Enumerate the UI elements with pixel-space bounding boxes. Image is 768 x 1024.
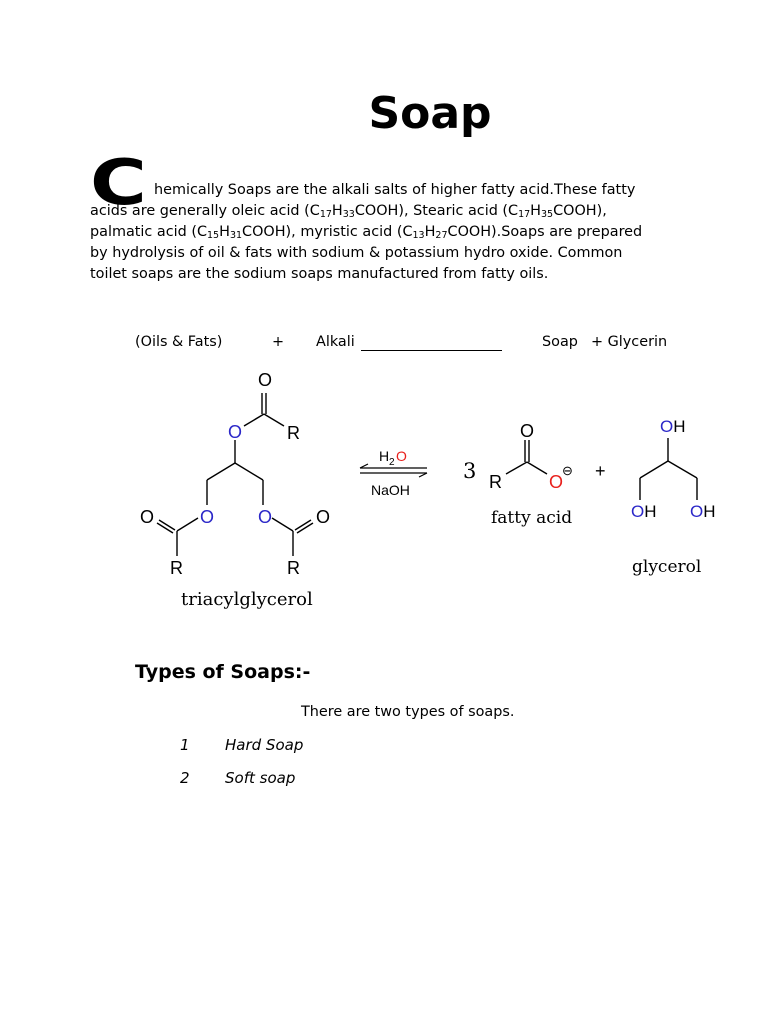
list-item-number: 1: [180, 736, 190, 754]
intro-text: by hydrolysis of oil & fats with sodium & potassium hydro oxide. Common: [90, 245, 623, 261]
intro-text: H: [331, 203, 343, 219]
glycerol-oh-top-h: H: [673, 417, 686, 436]
intro-line: [90, 243, 670, 264]
label-glycerol: glycerol: [632, 557, 702, 577]
atom-r-left: R: [170, 558, 183, 578]
reagent-o: O: [396, 448, 407, 464]
glycerol-bonds: [640, 438, 697, 500]
list-item-label: Hard Soap: [225, 736, 304, 754]
equation-reactant-oils: (Oils & Fats): [135, 334, 223, 350]
intro-paragraph: [90, 146, 670, 285]
glycerol-oh-left-h: H: [644, 502, 657, 521]
intro-text: acids are generally oleic acid (C: [90, 203, 320, 219]
atom-r-top: R: [287, 423, 300, 443]
glycerol-oh-top-o: O: [660, 417, 674, 436]
glycerol-oh-right-o: O: [690, 502, 704, 521]
page-title: Soap: [368, 88, 492, 139]
intro-subscript: 17: [319, 209, 332, 220]
triacylglycerol-bonds: [157, 393, 313, 556]
intro-subscript: 31: [229, 230, 243, 241]
equation-plus: +: [272, 334, 285, 350]
list-item-label: Soft soap: [225, 769, 296, 787]
glycerol-oh-right-h: H: [703, 502, 716, 521]
plus-sign: +: [595, 461, 606, 481]
glycerol-oh-right: [690, 502, 716, 521]
intro-lines: [90, 146, 670, 285]
intro-line: [90, 264, 670, 285]
atom-carbonyl-o-right: O: [316, 507, 331, 527]
intro-line: [90, 222, 670, 243]
glycerol-oh-left: [631, 502, 657, 521]
intro-text: toilet soaps are the sodium soaps manufactured from fatty oils.: [90, 266, 549, 282]
glycerol-oh-left-o: O: [631, 502, 645, 521]
intro-subscript: 27: [435, 230, 448, 241]
types-heading: Types of Soaps:-: [135, 661, 311, 683]
equation-arrow-line: [361, 350, 502, 351]
equation-product-glycerin: + Glycerin: [591, 334, 668, 350]
types-intro: There are two types of soaps.: [301, 704, 515, 720]
intro-text: COOH).Soaps are prepared: [447, 224, 643, 240]
intro-text: H: [530, 203, 541, 219]
atom-carbonyl-o-left: O: [140, 507, 155, 527]
equation-product-soap: Soap: [542, 334, 578, 350]
intro-text: COOH), Stearic acid (C: [354, 203, 519, 219]
glycerol-atoms: [631, 417, 716, 521]
atom-ester-o-top: O: [228, 422, 243, 442]
reagent-naoh: NaOH: [371, 482, 410, 498]
negative-charge-icon: ⊖: [562, 463, 573, 478]
intro-text: H: [219, 224, 230, 240]
atom-r-right: R: [287, 558, 300, 578]
glycerol-oh-top: [660, 417, 686, 436]
intro-line: [90, 160, 670, 201]
word-equation: [0, 334, 768, 354]
intro-subscript: 35: [541, 209, 554, 220]
intro-text: hemically Soaps are the alkali salts of higher fatty acid.These fatty: [154, 182, 636, 198]
intro-subscript: 17: [518, 209, 531, 220]
atom-fatty-acid-r: R: [489, 472, 502, 492]
intro-subscript: 15: [207, 230, 220, 241]
coefficient-three: 3: [463, 459, 477, 483]
label-fatty-acid: fatty acid: [491, 508, 573, 528]
reagent-h: H: [379, 448, 390, 464]
triacylglycerol-atoms: [140, 370, 330, 578]
label-triacylglycerol: triacylglycerol: [181, 589, 313, 610]
atom-ester-o-left: O: [200, 507, 215, 527]
atom-ester-o-right: O: [258, 507, 273, 527]
intro-text: palmatic acid (C: [90, 224, 208, 240]
atom-carbonyl-o-top: O: [258, 370, 273, 390]
equilibrium-arrows: [360, 448, 427, 498]
fatty-acid-atoms: [489, 421, 573, 492]
intro-subscript: 13: [412, 230, 425, 241]
intro-subscript: 33: [342, 209, 355, 220]
intro-text: COOH), myristic acid (C: [242, 224, 413, 240]
intro-line: [90, 201, 670, 222]
list-item-number: 2: [180, 769, 190, 787]
fatty-acid-bonds: [506, 440, 547, 474]
intro-text: COOH),: [553, 203, 607, 219]
atom-fatty-acid-carbonyl-o: O: [520, 421, 535, 441]
atom-fatty-acid-o-minus: O: [549, 472, 564, 492]
drop-cap-letter: C: [90, 146, 147, 219]
intro-text: H: [424, 224, 436, 240]
equation-reactant-alkali: Alkali: [316, 334, 355, 350]
reagent-h-subscript: 2: [389, 457, 395, 468]
saponification-scheme: [130, 360, 730, 620]
